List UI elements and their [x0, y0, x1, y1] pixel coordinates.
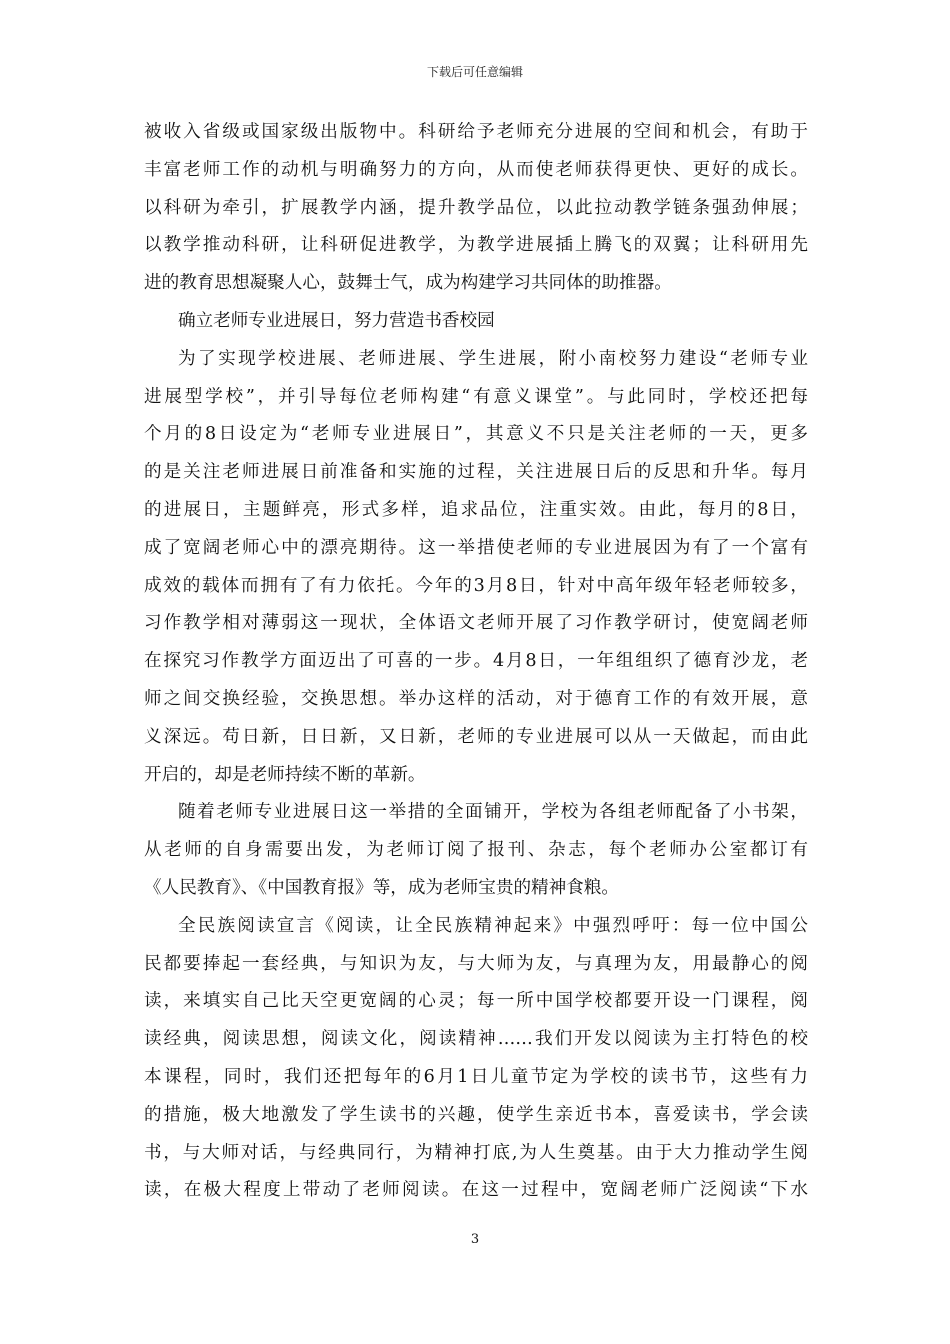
text-line: 的措施，极大地激发了学生读书的兴趣，使学生亲近书本，喜爱读书，学会读 [144, 1104, 808, 1125]
document-body [144, 114, 808, 1210]
text-line: 进展型学校”，并引导每位老师构建“有意义课堂”。与此同时，学校还把每 [144, 386, 808, 407]
text-line: 全民族阅读宣言《阅读，让全民族精神起来》中强烈呼吁：每一位中国公 [178, 915, 808, 936]
text-line: 随着老师专业进展日这一举措的全面铺开，学校为各组老师配备了小书架， [178, 802, 808, 823]
text-line: 开启的，却是老师持续不断的革新。 [144, 764, 426, 785]
text-line: 以教学推动科研，让科研促进教学，为教学进展插上腾飞的双翼；让科研用先 [144, 235, 808, 256]
text-line: 师之间交换经验，交换思想。举办这样的活动，对于德育工作的有效开展，意 [144, 688, 808, 709]
text-line: 成效的载体而拥有了有力依托。今年的3月8日，针对中高年级年轻老师较多， [144, 575, 808, 596]
text-line: 习作教学相对薄弱这一现状，全体语文老师开展了习作教学研讨，使宽阔老师 [144, 613, 808, 634]
page-header: 下载后可任意编辑 [426, 65, 523, 79]
text-line: 被收入省级或国家级出版物中。科研给予老师充分进展的空间和机会，有助于 [144, 122, 808, 142]
page-number: 3 [470, 1232, 480, 1247]
text-line: 丰富老师工作的动机与明确努力的方向，从而使老师获得更快、更好的成长。 [144, 159, 808, 180]
text-line: 以科研为牵引，扩展教学内涵，提升教学品位，以此拉动教学链条强劲伸展； [144, 197, 808, 218]
text-line: 的是关注老师进展日前准备和实施的过程，关注进展日后的反思和升华。每月 [144, 462, 808, 483]
text-line: 成了宽阔老师心中的漂亮期待。这一举措使老师的专业进展因为有了一个富有 [144, 537, 808, 558]
text-line: 读经典，阅读思想，阅读文化，阅读精神……我们开发以阅读为主打特色的校 [144, 1029, 808, 1050]
text-line: 《人民教育》、《中国教育报》等，成为老师宝贵的精神食粮。 [144, 877, 620, 898]
text-line: 书，与大师对话，与经典同行，为精神打底,为人生奠基。由于大力推动学生阅 [144, 1142, 808, 1163]
text-line: 个月的8日设定为“老师专业进展日”，其意义不只是关注老师的一天，更多 [144, 424, 808, 445]
text-line: 义深远。苟日新，日日新，又日新，老师的专业进展可以从一天做起，而由此 [144, 726, 808, 747]
text-line: 本课程，同时，我们还把每年的6月1日儿童节定为学校的读书节，这些有力 [144, 1066, 808, 1087]
text-line: 进的教育思想凝聚人心，鼓舞士气，成为构建学习共同体的助推器。 [144, 273, 672, 294]
section-heading: 确立老师专业进展日，努力营造书香校园 [178, 310, 495, 331]
text-line: 读，来填实自己比天空更宽阔的心灵；每一所中国学校都要开设一门课程，阅 [144, 991, 808, 1012]
text-line: 民都要捧起一套经典，与知识为友，与大师为友，与真理为友，用最静心的阅 [144, 953, 808, 974]
text-line: 在探究习作教学方面迈出了可喜的一步。4月8日，一年组组织了德育沙龙，老 [144, 651, 808, 672]
text-line: 从老师的自身需要出发，为老师订阅了报刊、杂志，每个老师办公室都订有 [144, 840, 808, 861]
text-line: 读，在极大程度上带动了老师阅读。在这一过程中，宽阔老师广泛阅读“下水 [144, 1180, 808, 1201]
text-line: 为了实现学校进展、老师进展、学生进展，附小南校努力建设“老师专业 [178, 348, 808, 369]
text-line: 的进展日，主题鲜亮，形式多样，追求品位，注重实效。由此，每月的8日， [144, 499, 808, 520]
